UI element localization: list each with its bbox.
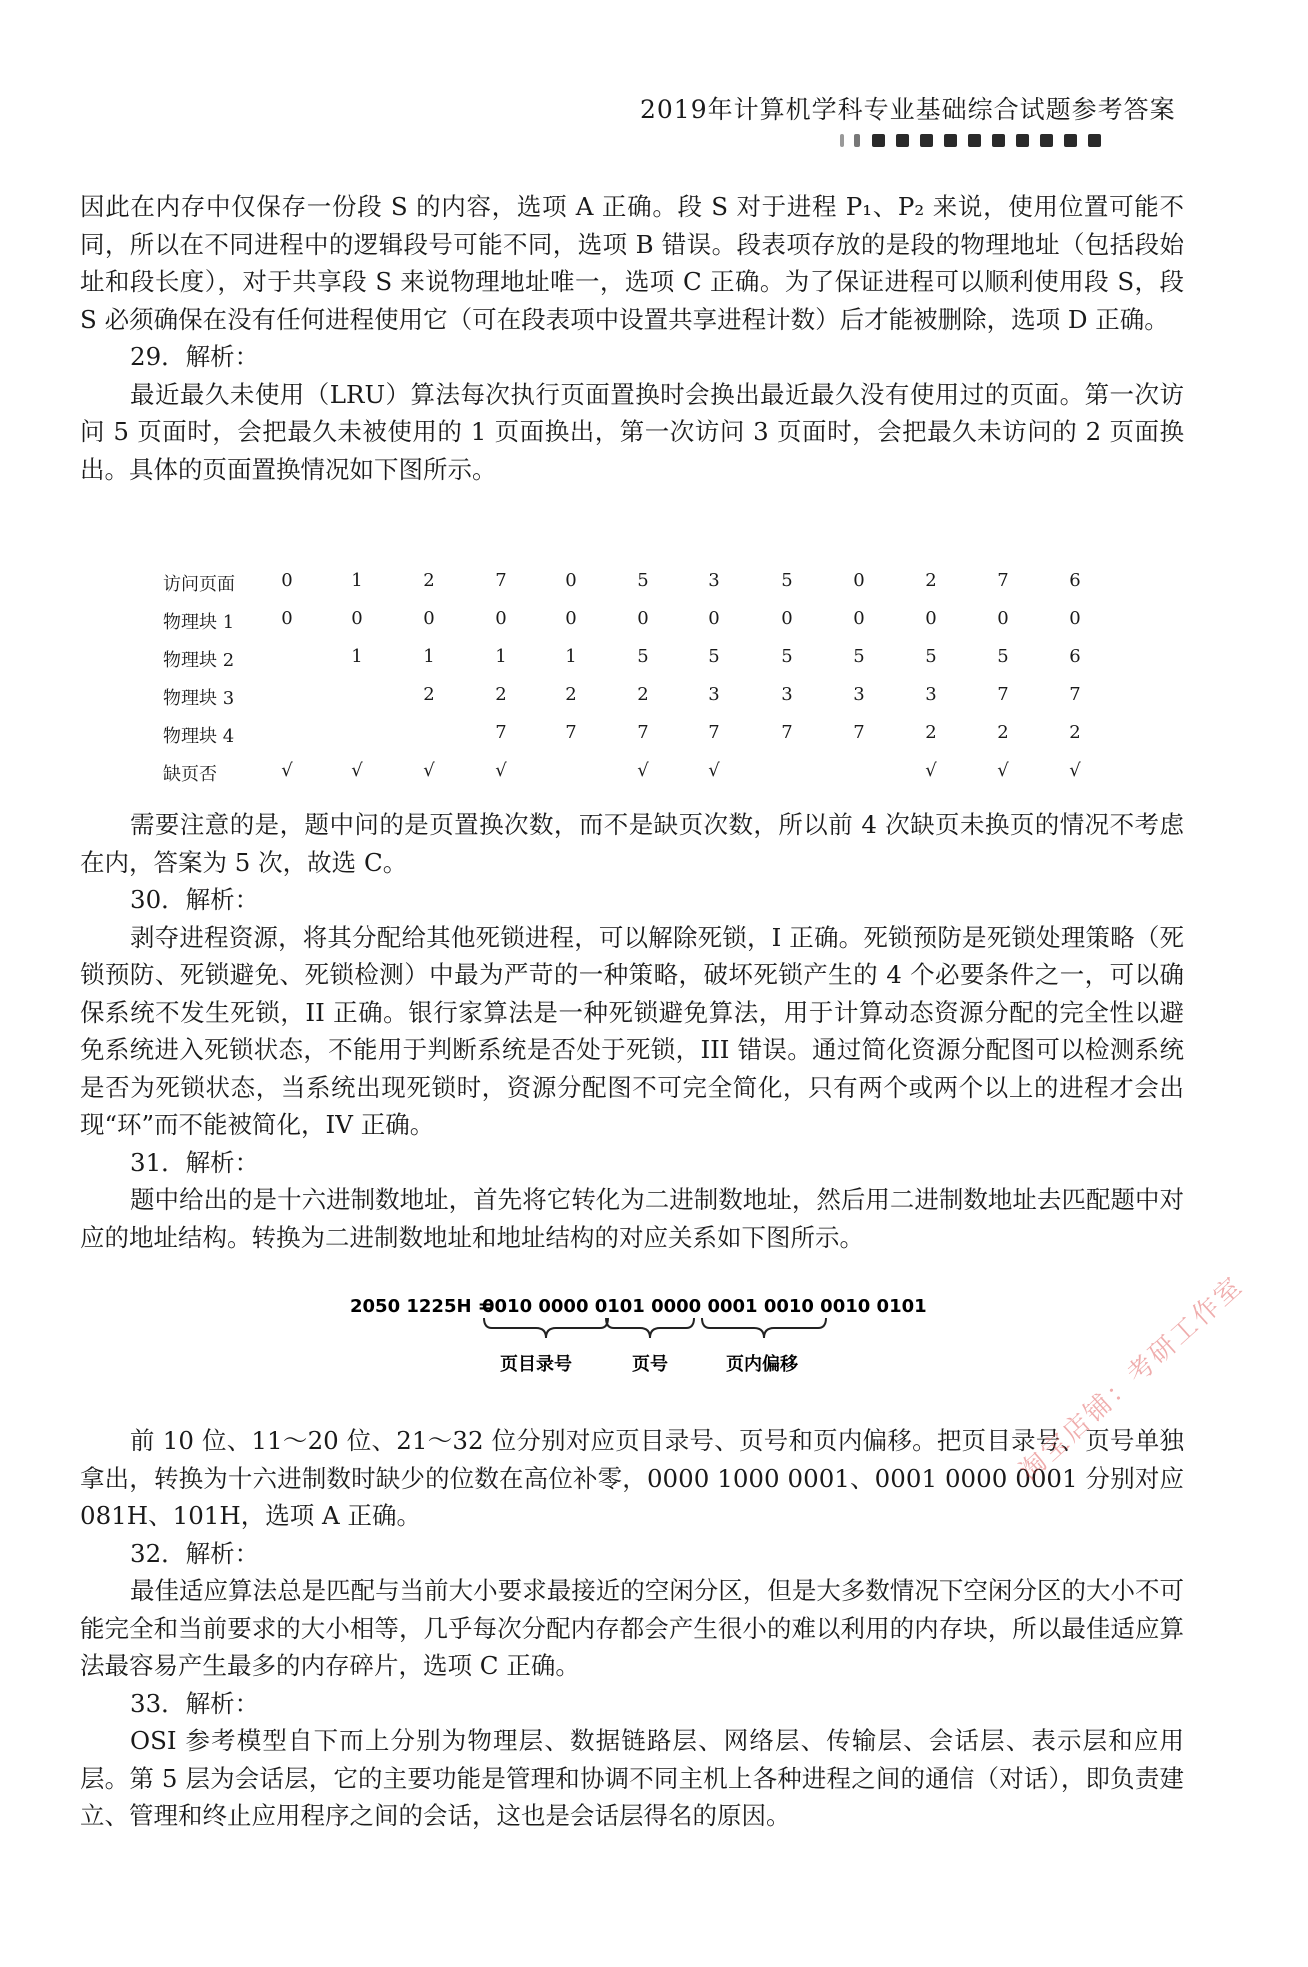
shop-watermark: 淘宝店铺：考研工作室 [1014, 1270, 1250, 1487]
q32-heading: 32．解析： [130, 1538, 260, 1568]
table-cell: 7 [708, 722, 720, 743]
label-page-offset: 页内偏移 [726, 1354, 798, 1375]
table-cell: 0 [925, 608, 937, 629]
table-cell: 0 [637, 608, 649, 629]
table-cell: 6 [1069, 646, 1081, 667]
binary-address: 0010 0000 0101 0000 0001 0010 0010 0101 [482, 1296, 927, 1317]
table-row [155, 570, 1115, 600]
table-cell: 0 [853, 570, 865, 591]
table-cell: 5 [925, 646, 937, 667]
page-header-title: 2019年计算机学科专业基础综合试题参考答案 [640, 95, 1176, 124]
brace-page [606, 1318, 694, 1338]
table-cell: √ [351, 760, 363, 781]
table-cell: 7 [495, 570, 507, 591]
table-cell: 1 [565, 646, 577, 667]
table-cell: 7 [997, 570, 1009, 591]
text-block-q32 [80, 1422, 1184, 1835]
table-cell: 7 [637, 722, 649, 743]
table-cell: 7 [781, 722, 793, 743]
table-cell: √ [637, 760, 649, 781]
brace-offset [702, 1318, 826, 1338]
table-cell: 3 [708, 570, 720, 591]
q31-paragraph: 题中给出的是十六进制数地址，首先将它转化为二进制数地址，然后用二进制数地址去匹配题中对应的地址结构。转换为二进制数地址和地址结构的对应关系如下图所示。 [80, 1185, 1184, 1252]
table-row-label: 缺页否 [163, 764, 217, 785]
label-page-directory: 页目录号 [500, 1354, 572, 1375]
table-cell: 2 [423, 570, 435, 591]
lru-page-table [155, 570, 1115, 785]
table-cell: 0 [423, 608, 435, 629]
table-row-label: 访问页面 [163, 574, 235, 595]
table-cell: 1 [423, 646, 435, 667]
table-cell: 2 [925, 722, 937, 743]
table-cell: 2 [565, 684, 577, 705]
table-cell: 7 [495, 722, 507, 743]
table-cell: 1 [351, 570, 363, 591]
table-cell: 1 [351, 646, 363, 667]
q31-conclusion: 前 10 位、11～20 位、21～32 位分别对应页目录号、页号和页内偏移。把页目录号、页号单独拿出，转换为十六进制数时缺少的位数在高位补零，0000 1000 0001、0001 0000 0001 分别对应 081H、101H，选项 A 正确。 [80, 1426, 1184, 1530]
table-cell: 6 [1069, 570, 1081, 591]
address-structure-diagram [350, 1290, 950, 1390]
label-page-number: 页号 [632, 1354, 668, 1375]
table-cell: 0 [781, 608, 793, 629]
table-cell: 5 [781, 646, 793, 667]
table-cell: 0 [1069, 608, 1081, 629]
table-cell: 0 [565, 608, 577, 629]
table-cell: 1 [495, 646, 507, 667]
table-cell: 7 [1069, 684, 1081, 705]
table-row-label: 物理块 3 [163, 688, 235, 709]
table-row-label: 物理块 4 [163, 726, 235, 747]
q33-heading: 33．解析： [130, 1688, 260, 1718]
table-cell: 0 [495, 608, 507, 629]
table-cell: 7 [565, 722, 577, 743]
table-cell: √ [997, 760, 1009, 781]
table-cell: √ [423, 760, 435, 781]
q29-heading: 29．解析： [130, 342, 260, 371]
table-cell: 3 [925, 684, 937, 705]
table-cell: 5 [637, 646, 649, 667]
table-row-label: 物理块 2 [163, 650, 235, 671]
table-cell: 7 [997, 684, 1009, 705]
table-row [155, 760, 1115, 790]
table-cell: 5 [708, 646, 720, 667]
q29-conclusion: 需要注意的是，题中问的是页置换次数，而不是缺页次数，所以前 4 次缺页未换页的情况不考虑在内，答案为 5 次，故选 C。 [80, 810, 1184, 877]
table-cell: 3 [781, 684, 793, 705]
table-cell: 0 [281, 570, 293, 591]
table-cell: 5 [637, 570, 649, 591]
table-cell: 0 [708, 608, 720, 629]
table-row [155, 646, 1115, 676]
table-cell: 3 [853, 684, 865, 705]
table-cell: √ [495, 760, 507, 781]
table-cell: √ [925, 760, 937, 781]
q30-heading: 30．解析： [130, 885, 260, 914]
brace-dir [484, 1318, 608, 1338]
table-cell: 5 [997, 646, 1009, 667]
table-cell: 2 [925, 570, 937, 591]
q33-paragraph: OSI 参考模型自下而上分别为物理层、数据链路层、网络层、传输层、会话层、表示层和应用层。第 5 层为会话层，它的主要功能是管理和协调不同主机上各种进程之间的通信（对话），即负责建立、管理和终止应用程序之间的会话，这也是会话层得名的原因。 [80, 1726, 1184, 1830]
table-cell: 2 [495, 684, 507, 705]
table-cell: 2 [637, 684, 649, 705]
table-cell: 2 [1069, 722, 1081, 743]
table-cell: 5 [781, 570, 793, 591]
table-cell: 5 [853, 646, 865, 667]
table-cell: √ [708, 760, 720, 781]
table-cell: 0 [565, 570, 577, 591]
table-row [155, 684, 1115, 714]
q29-paragraph: 最近最久未使用（LRU）算法每次执行页面置换时会换出最近最久没有使用过的页面。第一次访问 5 页面时，会把最久未被使用的 1 页面换出，第一次访问 3 页面时，会把最久未访问的 2 页面换出。具体的页面置换情况如下图所示。 [80, 379, 1184, 484]
table-cell: √ [281, 760, 293, 781]
table-row [155, 608, 1115, 638]
text-block-q30 [80, 806, 1184, 1256]
text-block-intro [80, 188, 1184, 488]
table-cell: 7 [853, 722, 865, 743]
table-cell: √ [1069, 760, 1081, 781]
hex-address: 2050 1225H = [350, 1296, 493, 1317]
table-row-label: 物理块 1 [163, 612, 235, 633]
table-cell: 0 [281, 608, 293, 629]
table-cell: 0 [351, 608, 363, 629]
table-cell: 3 [708, 684, 720, 705]
table-cell: 2 [997, 722, 1009, 743]
intro-paragraph: 因此在内存中仅保存一份段 S 的内容，选项 A 正确。段 S 对于进程 P₁、P₂ 来说，使用位置可能不同，所以在不同进程中的逻辑段号可能不同，选项 B 错误。段表项存放的是段的物理地址（包括段始址和段长度），对于共享段 S 来说物理地址唯一，选项 C 正确。为了保证进程可以顺利使用段 S，段 S 必须确保在没有任何进程使用它（可在段表项中设置共享进程计数）后才能被删除，选项 D 正确。 [80, 192, 1184, 334]
table-row [155, 722, 1115, 752]
q30-paragraph: 剥夺进程资源，将其分配给其他死锁进程，可以解除死锁，I 正确。死锁预防是死锁处理策略（死锁预防、死锁避免、死锁检测）中最为严苛的一种策略，破坏死锁产生的 4 个必要条件之一，可以确保系统不发生死锁，II 正确。银行家算法是一种死锁避免算法，用于计算动态资源分配的完全性以避免系统进入死锁状态，不能用于判断系统是否处于死锁，III 错误。通过简化资源分配图可以检测系统是否为死锁状态，当系统出现死锁时，资源分配图不可完全简化，只有两个或两个以上的进程才会出现“环”而不能被简化，IV 正确。 [80, 922, 1184, 1139]
q31-heading: 31．解析： [130, 1147, 260, 1177]
table-cell: 0 [997, 608, 1009, 629]
table-cell: 0 [853, 608, 865, 629]
table-cell: 2 [423, 684, 435, 705]
q32-paragraph: 最佳适应算法总是匹配与当前大小要求最接近的空闲分区，但是大多数情况下空闲分区的大小不可能完全和当前要求的大小相等，几乎每次分配内存都会产生很小的难以利用的内存块，所以最佳适应算法最容易产生最多的内存碎片，选项 C 正确。 [80, 1576, 1184, 1680]
